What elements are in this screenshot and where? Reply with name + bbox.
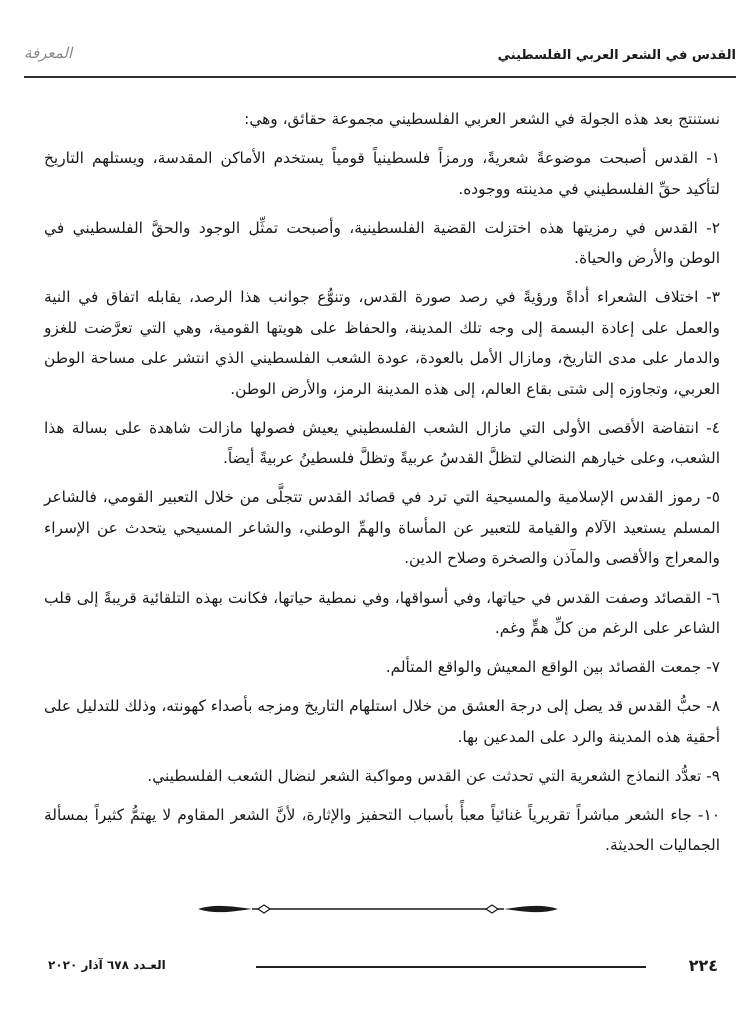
point-7: ٧- جمعت القصائد بين الواقع المعيش والواقع المتألم. <box>385 658 720 677</box>
ornament-divider <box>196 901 560 917</box>
point-3: ٣- اختلاف الشعراء أداةً ورؤيةً في رصد صورة القدس، وتنوُّع جوانب هذا الرصد، يقابله اتفاق في النية والعمل على إعادة البسمة إلى وجه تلك المدينة، والحفاظ على هويتها القومية، وهي التي تعرَّضت للغزو والدمار على مدى التاريخ، ومازال الأمل بالعودة، عودة الشعب الفلسطيني الذي انتشر على مساحة الوطن العربي، وتجاوزه إلى شتى بقاع العالم، إلى هذه المدينة الرمز، والأرض الوطن. <box>44 288 720 398</box>
issue-label: العـدد ٦٧٨ آذار ٢٠٢٠ <box>48 958 166 972</box>
point-6: ٦- القصائد وصفت القدس في حياتها، وفي أسواقها، وفي نمطية حياتها، فكانت بهذه التلقائية قريبةً إلى قلب الشاعر على الرغم من كلِّ همٍّ وغم. <box>44 588 720 638</box>
point-5: ٥- رموز القدس الإسلامية والمسيحية التي ترد في قصائد القدس تتجلَّى من خلال التعبير القومي، فالشاعر المسلم يستعيد الآلام والقيامة للتعبير عن المأساة والهمِّ الوطني، والشاعر المسيحي يتحدث عن الإسراء والمعراج والأقصى والمآذن والصخرة وصلاح الدين. <box>44 488 720 568</box>
point-10: ١٠- جاء الشعر مباشراً تقريرياً غنائياً معبأً بأسباب التحفيز والإثارة، لأنَّ الشعر المقاوم لا يهتمُّ كثيراً بمسألة الجماليات الحديثة. <box>44 805 720 855</box>
point-1: ١- القدس أصبحت موضوعةً شعريةً، ورمزاً فلسطينياً قومياً يستخدم الأماكن المقدسة، ويستلهم التاريخ لتأكيد حقِّ الفلسطيني في مدينته ووجوده. <box>44 149 720 198</box>
page-footer <box>24 956 736 980</box>
article-body <box>44 104 720 870</box>
point-2: ٢- القدس في رمزيتها هذه اختزلت القضية الفلسطينية، وأصبحت تمثِّل الوجود والحقَّ الفلسطيني في الوطن والأرض والحياة. <box>44 218 720 268</box>
header-rule <box>24 76 736 78</box>
intro-paragraph: نستنتج بعد هذه الجولة في الشعر العربي الفلسطيني مجموعة حقائق، وهي: <box>244 110 720 128</box>
running-title: القدس في الشعر العربي الفلسطيني <box>497 48 736 63</box>
footer-rule <box>256 966 646 968</box>
page-number: ٢٢٤ <box>688 956 718 975</box>
page-header <box>24 40 736 74</box>
magazine-logo: المعرفة <box>24 44 73 62</box>
point-9: ٩- تعدُّد النماذج الشعرية التي تحدثت عن القدس ومواكبة الشعر لنضال الشعب الفلسطيني. <box>147 766 720 785</box>
point-8: ٨- حبُّ القدس قد يصل إلى درجة العشق من خلال استلهام التاريخ ومزجه بأصداء كهونته، وذلك للتدليل على أحقية هذه المدينة والرد على المدعين بها. <box>44 697 720 746</box>
point-4: ٤- انتفاضة الأقصى الأولى التي مازال الشعب الفلسطيني يعيش فصولها مازالت شاهدة على بسالة هذا الشعب، وعلى خيارهم النضالي لتظلَّ القدسُ عربيةً وتظلَّ فلسطينُ عربيةً أيضاً. <box>44 418 720 468</box>
